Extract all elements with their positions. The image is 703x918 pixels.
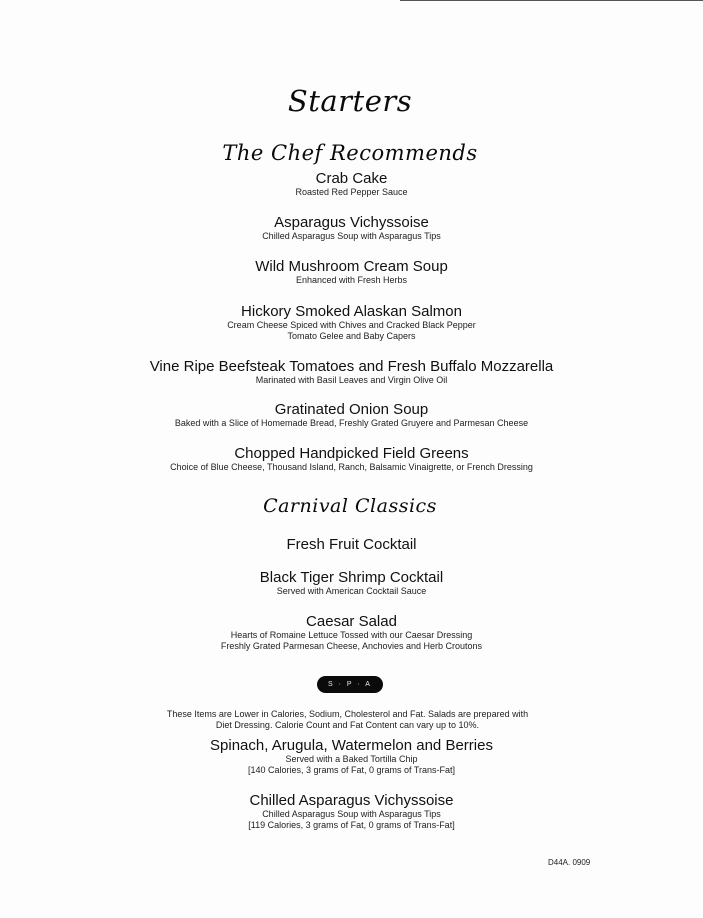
item-name: Spinach, Arugula, Watermelon and Berries xyxy=(210,737,493,754)
spa-logo: S · P · A xyxy=(317,676,383,693)
menu-item xyxy=(60,445,643,473)
spa-menu-item xyxy=(60,792,643,831)
menu-item xyxy=(60,303,643,342)
item-desc: Served with American Cocktail Sauce xyxy=(276,586,427,596)
item-name: Asparagus Vichyssoise xyxy=(274,214,429,231)
item-name: Fresh Fruit Cocktail xyxy=(286,536,417,553)
item-name: Caesar Salad xyxy=(306,613,397,630)
section-heading-carnival-classics: Carnival Classics xyxy=(263,495,437,517)
section-heading-chef-recommends: The Chef Recommends xyxy=(222,141,478,165)
item-desc: Chilled Asparagus Soup with Asparagus Tips xyxy=(262,231,441,241)
scan-edge-line xyxy=(400,0,703,1)
menu-item xyxy=(60,613,643,652)
menu-item xyxy=(60,401,643,429)
menu-item xyxy=(60,569,643,597)
item-desc: Marinated with Basil Leaves and Virgin Olive Oil xyxy=(255,375,448,385)
item-desc: [119 Calories, 3 grams of Fat, 0 grams of Trans-Fat] xyxy=(248,820,455,830)
item-desc: Chilled Asparagus Soup with Asparagus Tips xyxy=(262,809,441,819)
page-title: Starters xyxy=(287,84,413,118)
menu-item xyxy=(60,258,643,286)
item-name: Chopped Handpicked Field Greens xyxy=(234,445,469,462)
item-desc: [140 Calories, 3 grams of Fat, 0 grams of Trans-Fat] xyxy=(247,765,456,775)
item-name: Gratinated Onion Soup xyxy=(274,401,429,418)
item-desc: Baked with a Slice of Homemade Bread, Freshly Grated Gruyere and Parmesan Cheese xyxy=(174,418,529,428)
spa-menu-item xyxy=(60,737,643,776)
item-name: Black Tiger Shrimp Cocktail xyxy=(259,569,444,586)
item-desc: Cream Cheese Spiced with Chives and Cracked Black Pepper xyxy=(227,320,476,330)
menu-item xyxy=(60,358,643,386)
menu-item xyxy=(60,170,643,198)
spa-note xyxy=(150,709,545,731)
item-desc: Choice of Blue Cheese, Thousand Island, Ranch, Balsamic Vinaigrette, or French Dressing xyxy=(170,462,533,472)
item-desc: Freshly Grated Parmesan Cheese, Anchovies and Herb Croutons xyxy=(220,641,483,651)
menu-item xyxy=(60,214,643,242)
spa-note-line: These Items are Lower in Calories, Sodium, Cholesterol and Fat. Salads are prepared with xyxy=(166,709,529,719)
item-desc: Hearts of Romaine Lettuce Tossed with our Caesar Dressing xyxy=(230,630,473,640)
item-desc: Enhanced with Fresh Herbs xyxy=(295,275,408,285)
item-name: Crab Cake xyxy=(315,170,388,187)
item-name: Chilled Asparagus Vichyssoise xyxy=(249,792,454,809)
spa-note-line: Diet Dressing. Calorie Count and Fat Content can vary up to 10%. xyxy=(215,720,480,730)
item-desc: Tomato Gelee and Baby Capers xyxy=(287,331,416,341)
item-name: Hickory Smoked Alaskan Salmon xyxy=(241,303,462,320)
menu-item xyxy=(60,536,643,553)
menu-code: D44A. 0909 xyxy=(548,858,591,867)
item-name: Vine Ripe Beefsteak Tomatoes and Fresh Buffalo Mozzarella xyxy=(149,358,554,375)
item-desc: Roasted Red Pepper Sauce xyxy=(295,187,408,197)
item-desc: Served with a Baked Tortilla Chip xyxy=(285,754,418,764)
item-name: Wild Mushroom Cream Soup xyxy=(255,258,448,275)
